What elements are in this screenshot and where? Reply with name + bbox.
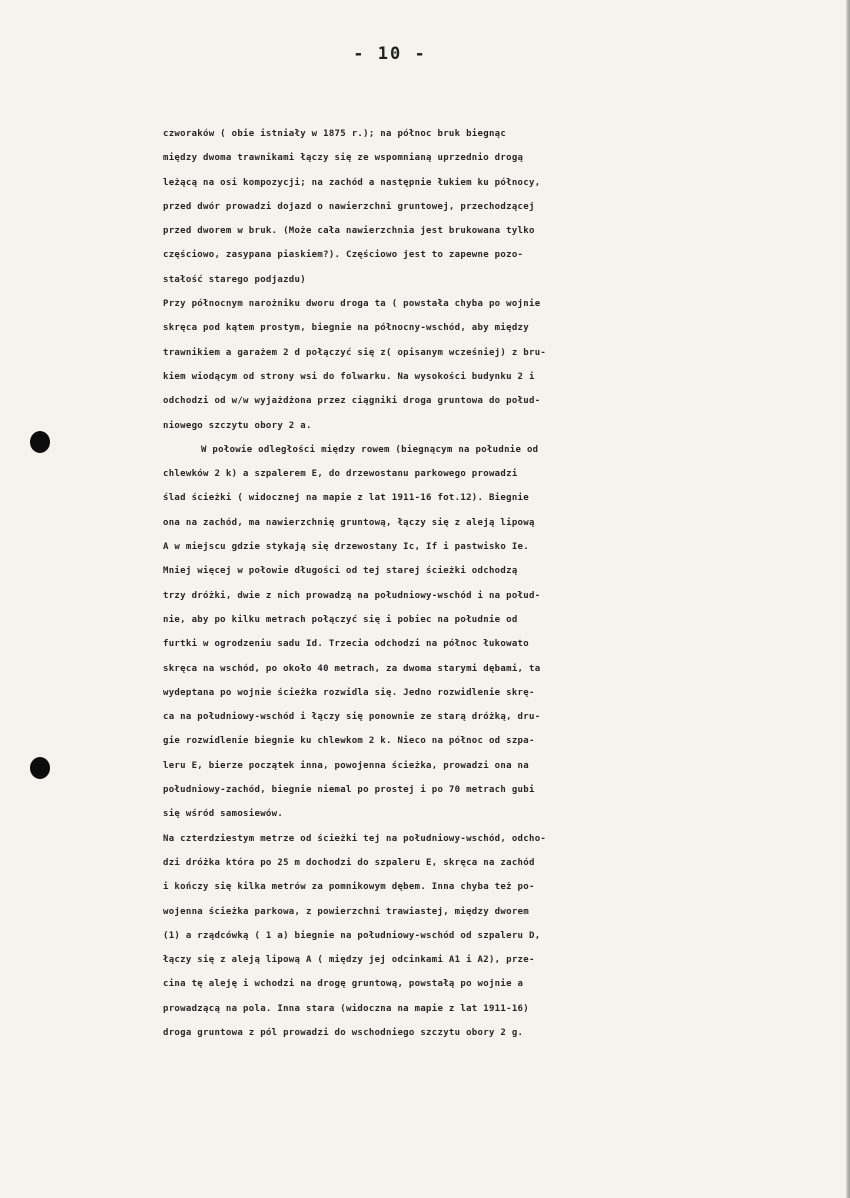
text-line: się wśród samosiewów. bbox=[163, 809, 284, 820]
text-line: W połowie odległości między rowem (biegnącym na południe od bbox=[201, 444, 539, 455]
text-line: dzi dróżka która po 25 m dochodzi do szpaleru E, skręca na zachód bbox=[163, 857, 535, 868]
text-line: wojenna ścieżka parkowa, z powierzchni trawiastej, między dworem bbox=[163, 906, 529, 917]
text-line: droga gruntowa z pól prowadzi do wschodniego szczytu obory 2 g. bbox=[163, 1027, 524, 1038]
text-line: ona na zachód, ma nawierzchnię gruntową, łączy się z aleją lipową bbox=[163, 517, 535, 528]
text-line: niowego szczytu obory 2 a. bbox=[163, 420, 312, 431]
typewritten-body bbox=[163, 122, 849, 1045]
text-line: przed dwór prowadzi dojazd o nawierzchni gruntowej, przechodzącej bbox=[163, 201, 535, 212]
text-line: prowadzącą na pola. Inna stara (widoczna na mapie z lat 1911-16) bbox=[163, 1003, 529, 1014]
text-line: trzy dróżki, dwie z nich prowadzą na południowy-wschód i na połud- bbox=[163, 590, 541, 601]
text-line: ślad ścieżki ( widocznej na mapie z lat 1911-16 fot.12). Biegnie bbox=[163, 493, 529, 504]
text-line: kiem wiodącym od strony wsi do folwarku. Na wysokości budynku 2 i bbox=[163, 371, 535, 382]
text-line: (1) a rządcówką ( 1 a) biegnie na południowy-wschód od szpaleru D, bbox=[163, 930, 541, 941]
text-line: ca na południowy-wschód i łączy się ponownie ze starą dróżką, dru- bbox=[163, 712, 541, 723]
punch-hole-bottom bbox=[30, 757, 50, 779]
text-line: skręca na wschód, po około 40 metrach, za dwoma starymi dębami, ta bbox=[163, 663, 541, 674]
text-line: trawnikiem a garażem 2 d połączyć się z( opisanym wcześniej) z bru- bbox=[163, 347, 547, 358]
text-line: skręca pod kątem prostym, biegnie na północny-wschód, aby między bbox=[163, 323, 529, 334]
text-line: Na czterdziestym metrze od ścieżki tej na południowy-wschód, odcho- bbox=[163, 833, 547, 844]
text-line: łączy się z aleją lipową A ( między jej odcinkami A1 i A2), prze- bbox=[163, 955, 535, 966]
page-number: - 10 - bbox=[353, 44, 427, 64]
text-line: nie, aby po kilku metrach połączyć się i pobiec na południe od bbox=[163, 614, 518, 625]
text-line: czworaków ( obie istniały w 1875 r.); na północ bruk biegnąc bbox=[163, 129, 507, 139]
text-line: cina tę aleję i wchodzi na drogę gruntową, powstałą po wojnie a bbox=[163, 979, 524, 990]
text-line: południowy-zachód, biegnie niemal po prostej i po 70 metrach gubi bbox=[163, 785, 535, 796]
text-line: gie rozwidlenie biegnie ku chlewkom 2 k. Nieco na północ od szpa- bbox=[163, 736, 535, 747]
text-line: przed dworem w bruk. (Może cała nawierzchnia jest brukowana tylko bbox=[163, 226, 535, 237]
text-line: i kończy się kilka metrów za pomnikowym dębem. Inna chyba też po- bbox=[163, 882, 535, 893]
text-line: między dwoma trawnikami łączy się ze wspomnianą uprzednio drogą bbox=[163, 153, 524, 164]
punch-hole-top bbox=[30, 431, 50, 453]
text-line: A w miejscu gdzie stykają się drzewostany Ic, If i pastwisko Ie. bbox=[163, 542, 529, 553]
text-line: leżącą na osi kompozycji; na zachód a następnie łukiem ku północy, bbox=[163, 177, 541, 188]
text-line: leru E, bierze początek inna, powojenna ścieżka, prowadzi ona na bbox=[163, 760, 529, 771]
text-line: częściowo, zasypana piaskiem?). Częściowo jest to zapewne pozo- bbox=[163, 250, 524, 261]
text-line: stałość starego podjazdu) bbox=[163, 274, 306, 285]
text-line: chlewków 2 k) a szpalerem E, do drzewostanu parkowego prowadzi bbox=[163, 469, 518, 480]
text-line: furtki w ogrodzeniu sadu Id. Trzecia odchodzi na północ łukowato bbox=[163, 639, 529, 650]
text-line: odchodzi od w/w wyjażdżona przez ciągniki droga gruntowa do połud- bbox=[163, 396, 541, 407]
text-line: wydeptana po wojnie ścieżka rozwidla się. Jedno rozwidlenie skrę- bbox=[163, 687, 535, 698]
text-line: Przy północnym narożniku dworu droga ta ( powstała chyba po wojnie bbox=[163, 299, 541, 310]
text-line: Mniej więcej w połowie długości od tej starej ścieżki odchodzą bbox=[163, 566, 518, 577]
